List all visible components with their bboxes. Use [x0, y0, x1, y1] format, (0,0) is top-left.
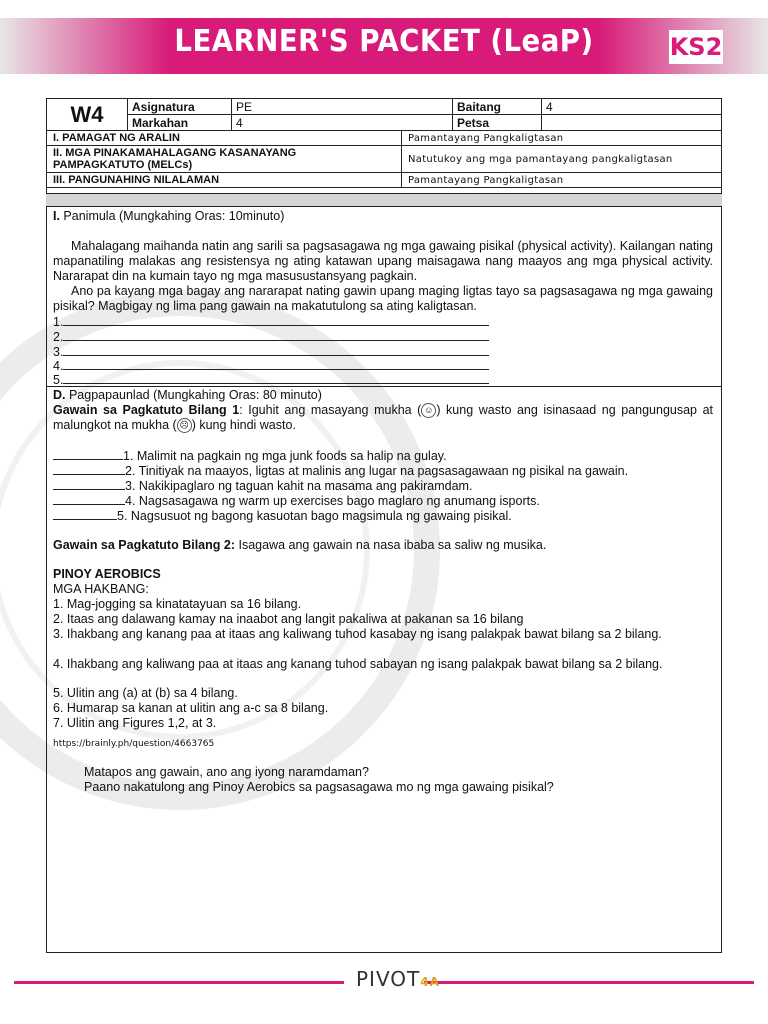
petsa-label: Petsa — [453, 115, 542, 131]
week-label: W4 — [47, 99, 128, 131]
panimula-heading: I. Panimula (Mungkahing Oras: 10minuto) — [53, 209, 285, 223]
ks-badge: KS2 — [669, 30, 723, 64]
markahan-label: Markahan — [128, 115, 232, 131]
gawain-2-instructions: Gawain sa Pagkatuto Bilang 2: Isagawa ang gawain na nasa ibaba sa saliw ng musika. — [53, 538, 547, 552]
markahan-value: 4 — [232, 115, 453, 131]
hakbang-label: MGA HAKBANG: — [53, 582, 149, 596]
section-divider — [46, 386, 722, 387]
step-item: 6. Humarap sa kanan at ulitin ang a-c sa 8 bilang. — [53, 701, 329, 715]
aerobics-title: PINOY AEROBICS — [53, 567, 161, 581]
step-item: 2. Itaas ang dalawang kamay na inaabot ang langit pakaliwa at pakanan sa 16 bilang — [53, 612, 524, 626]
smiley-face-icon: ☺ — [421, 403, 436, 418]
info-value-melcs: Natutukoy ang mga pamantayang pangkaligtasan — [402, 146, 722, 173]
step-item: 1. Mag-jogging sa kinatatayuan sa 16 bilang. — [53, 597, 302, 611]
info-key-melcs: II. MGA PINAKAMAHALAGANG KASANAYANG PAMPAGKATUTO (MELCs) — [47, 146, 402, 173]
step-item: 7. Ulitin ang Figures 1,2, at 3. — [53, 716, 217, 730]
baitang-label: Baitang — [453, 99, 542, 115]
content-frame — [46, 98, 722, 953]
step-item: 4. Ihakbang ang kaliwang paa at itaas ang kanang tuhod sabayan ng isang palakpak bawat bilang sa 2 bilang. — [53, 657, 663, 671]
pagpapaunlad-heading: D. Pagpapaunlad (Mungkahing Oras: 80 minuto) — [53, 388, 322, 402]
info-key-nilalaman: III. PANGUNAHING NILALAMAN — [47, 173, 402, 188]
info-value-nilalaman: Pamantayang Pangkaligtasan — [402, 173, 722, 188]
sad-face-icon: ☹ — [177, 418, 192, 433]
footer-line-right — [424, 981, 754, 984]
source-link[interactable]: https://brainly.ph/question/4663765 — [53, 739, 215, 749]
answer-line-3[interactable]: 3. — [53, 344, 489, 360]
reflection-question-2: Paano nakatulong ang Pinoy Aerobics sa pagsasagawa mo ng mga gawaing pisikal? — [84, 780, 554, 794]
packet-title: LEARNER'S PACKET (LeaP) — [174, 24, 594, 59]
info-key-pamagat: I. PAMAGAT NG ARALIN — [47, 131, 402, 146]
reflection-question-1: Matapos ang gawain, ano ang iyong naramdaman? — [84, 765, 369, 779]
section-divider-band — [46, 193, 722, 207]
step-item: 3. Ihakbang ang kanang paa at itaas ang kaliwang tuhod kasabay ng isang palakpak bawat bilang sa 2 bilang. — [53, 627, 662, 641]
answer-line-1[interactable]: 1. — [53, 314, 489, 330]
gawain-1-item[interactable]: 3. Nakikipaglaro ng taguan kahit na masama ang pakiramdam. — [53, 478, 472, 494]
asignatura-label: Asignatura — [128, 99, 232, 115]
panimula-paragraph-1: Mahalagang maihanda natin ang sarili sa pagsasagawa ng mga gawaing pisikal (physical activity). Kailangan nating mapanatiling malakas ang resistensya ng ating katawan upang maisagawa nang maayos ang mga physical activity. Nararapat din na kumain tayo ng mga masusustansyang pagkain. — [53, 239, 713, 283]
petsa-value — [542, 115, 722, 131]
baitang-value: 4 — [542, 99, 722, 115]
gawain-1-instructions: Gawain sa Pagkatuto Bilang 1: Iguhit ang masayang mukha ( ☺ ) kung wasto ang isinasaad ng pangungusap at malungkot na mukha ( ☹ ) kung hindi wasto. — [53, 403, 714, 433]
pivot-logo: PIVOT4A — [356, 967, 440, 991]
footer-line-left — [14, 981, 344, 984]
answer-line-2[interactable]: 2. — [53, 329, 489, 345]
gawain-1-item[interactable]: 4. Nagsasagawa ng warm up exercises bago maglaro ng anumang isports. — [53, 493, 540, 509]
panimula-paragraph-2: Ano pa kayang mga bagay ang nararapat nating gawin upang maging ligtas tayo sa pagsasagawa ng mga gawaing pisikal? Magbigay ng lima pang gawain na makatutulong sa ating kaligtasan. — [53, 284, 713, 313]
answer-line-4[interactable]: 4. — [53, 358, 489, 374]
answer-line-5[interactable]: 5. — [53, 372, 489, 388]
step-item: 5. Ulitin ang (a) at (b) sa 4 bilang. — [53, 686, 238, 700]
meta-table — [46, 98, 722, 131]
gawain-1-item[interactable]: 1. Malimit na pagkain ng mga junk foods sa halip na gulay. — [53, 448, 447, 464]
info-value-pamagat: Pamantayang Pangkaligtasan — [402, 131, 722, 146]
gawain-1-item[interactable]: 2. Tinitiyak na maayos, ligtas at malinis ang lugar na pagsasagawaan ng pisikal na gawain. — [53, 463, 628, 479]
gawain-1-item[interactable]: 5. Nagsusuot ng bagong kasuotan bago magsimula ng gawaing pisikal. — [53, 508, 512, 524]
lesson-info-table — [46, 130, 722, 188]
asignatura-value: PE — [232, 99, 453, 115]
